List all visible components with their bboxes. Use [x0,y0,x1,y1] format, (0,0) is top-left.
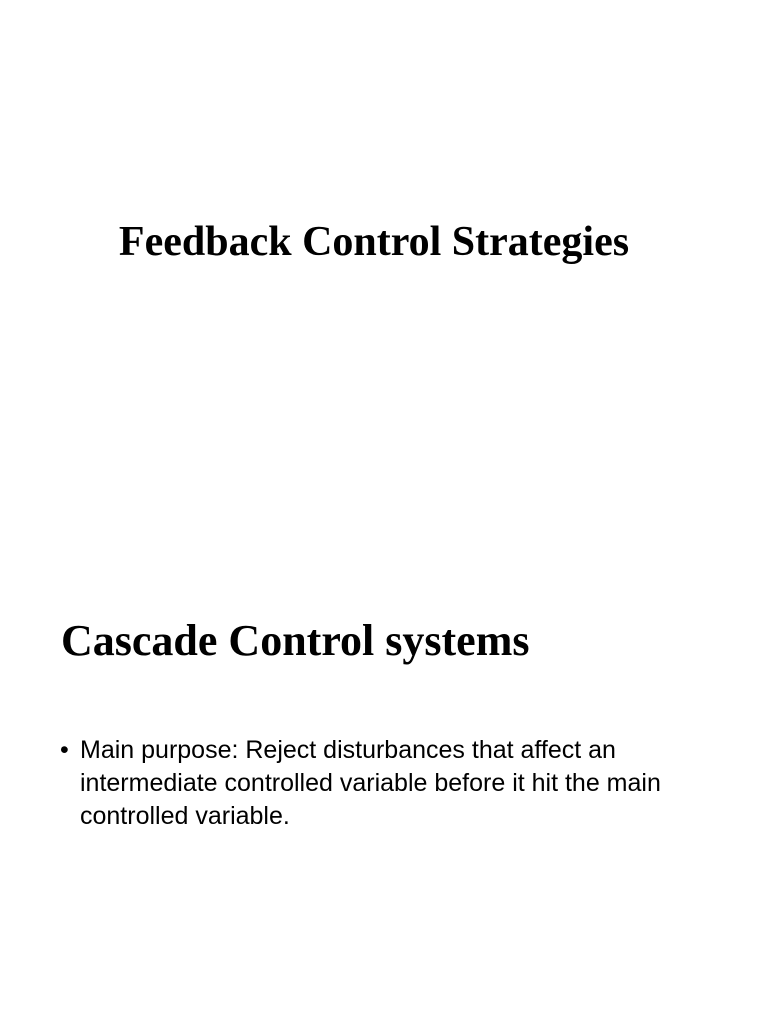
bullet-list [60,734,720,833]
slide-2-title: Cascade Control systems [61,616,530,665]
slide-2 [0,512,768,1024]
bullet-text: Main purpose: Reject disturbances that affect an intermediate controlled variable before it hit the main controlled variable. [80,736,661,830]
bullet-item [60,734,720,833]
bullet-dot-icon: • [60,736,69,764]
slide-1-title: Feedback Control Strategies [118,219,630,265]
